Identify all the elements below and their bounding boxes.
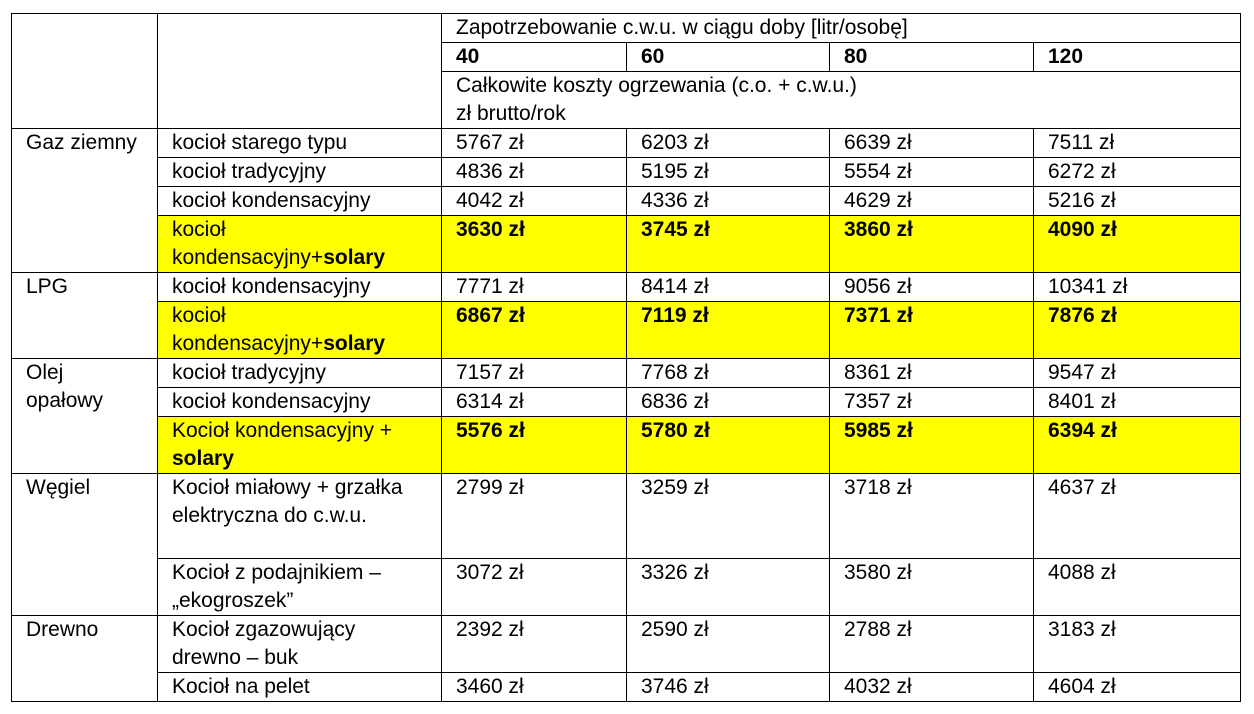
- cost-value: 4604 zł: [1034, 673, 1241, 702]
- cost-value: 3326 zł: [627, 559, 830, 616]
- cost-value: 3746 zł: [627, 673, 830, 702]
- cost-value: 4336 zł: [627, 187, 830, 216]
- boiler-type-label: Kocioł z podajnikiem – „ekogroszek”: [172, 561, 381, 612]
- boiler-type-cell: [158, 302, 442, 359]
- boiler-type-label-bold: solary: [323, 332, 386, 355]
- cost-value: 3183 zł: [1034, 616, 1241, 673]
- boiler-type-label: Kocioł zgazowujący drewno – buk: [172, 618, 356, 669]
- cost-value: 2392 zł: [442, 616, 627, 673]
- table-row: [12, 129, 1241, 158]
- level-header: 120: [1034, 43, 1241, 72]
- cost-value: 7357 zł: [830, 388, 1034, 417]
- boiler-type-cell: [158, 216, 442, 273]
- table-header: [12, 14, 1241, 129]
- table-row: [12, 216, 1241, 273]
- boiler-type-label: kocioł starego typu: [172, 131, 348, 154]
- fuel-group-name: LPG: [12, 273, 158, 359]
- cost-value: 6203 zł: [627, 129, 830, 158]
- boiler-type-cell: [158, 474, 442, 559]
- cost-value: 5985 zł: [830, 417, 1034, 474]
- cost-value: 9056 zł: [830, 273, 1034, 302]
- cost-value: 3745 zł: [627, 216, 830, 273]
- boiler-type-cell: [158, 673, 442, 702]
- table-row: [12, 559, 1241, 616]
- cost-value: 4042 zł: [442, 187, 627, 216]
- boiler-type-label: Kocioł miałowy + grzałka elektryczna do c.w.u.: [172, 476, 403, 527]
- cost-value: 7371 zł: [830, 302, 1034, 359]
- cost-value: 5780 zł: [627, 417, 830, 474]
- cost-value: 3460 zł: [442, 673, 627, 702]
- boiler-type-cell: [158, 616, 442, 673]
- cost-value: 8414 zł: [627, 273, 830, 302]
- cost-value: 3718 zł: [830, 474, 1034, 559]
- cost-value: 5195 zł: [627, 158, 830, 187]
- boiler-type-label: kocioł kondensacyjny: [172, 275, 371, 298]
- boiler-type-label-bold: solary: [172, 447, 234, 470]
- boiler-type-label: kocioł tradycyjny: [172, 361, 327, 384]
- table-row: [12, 273, 1241, 302]
- table-row: [12, 673, 1241, 702]
- table-row: [12, 474, 1241, 559]
- cost-value: 5767 zł: [442, 129, 627, 158]
- cost-value: 4090 zł: [1034, 216, 1241, 273]
- cost-value: 3580 zł: [830, 559, 1034, 616]
- cost-value: 2788 zł: [830, 616, 1034, 673]
- corner-empty-cell: [12, 14, 158, 129]
- boiler-type-label: kocioł kondensacyjny+: [172, 304, 324, 355]
- cost-value: 4629 zł: [830, 187, 1034, 216]
- fuel-group-name: Węgiel: [12, 474, 158, 616]
- cost-value: 7876 zł: [1034, 302, 1241, 359]
- cost-value: 7157 zł: [442, 359, 627, 388]
- cost-value: 9547 zł: [1034, 359, 1241, 388]
- cost-unit: zł brutto/rok: [456, 102, 566, 125]
- table-row: [12, 302, 1241, 359]
- fuel-group-name: Drewno: [12, 616, 158, 702]
- fuel-group-name: Olej opałowy: [12, 359, 158, 474]
- boiler-type-cell: [158, 273, 442, 302]
- cost-value: 3860 zł: [830, 216, 1034, 273]
- cost-value: 5554 zł: [830, 158, 1034, 187]
- boiler-type-cell: [158, 559, 442, 616]
- boiler-type-label: Kocioł kondensacyjny +: [172, 419, 393, 442]
- table-row: [12, 158, 1241, 187]
- boiler-type-cell: [158, 187, 442, 216]
- cost-value: 3259 zł: [627, 474, 830, 559]
- boiler-type-cell: [158, 417, 442, 474]
- cost-value: 4836 zł: [442, 158, 627, 187]
- cost-value: 4637 zł: [1034, 474, 1241, 559]
- boiler-type-label: Kocioł na pelet: [172, 675, 310, 698]
- table-row: [12, 388, 1241, 417]
- table-row: [12, 616, 1241, 673]
- corner-empty-cell-2: [158, 14, 442, 129]
- boiler-type-label: kocioł kondensacyjny: [172, 189, 371, 212]
- boiler-type-label: kocioł kondensacyjny: [172, 390, 371, 413]
- table-row: [12, 359, 1241, 388]
- cost-title-cell: [442, 72, 1241, 129]
- cost-value: 7768 zł: [627, 359, 830, 388]
- cost-value: 3630 zł: [442, 216, 627, 273]
- level-header: 80: [830, 43, 1034, 72]
- cost-value: 7119 zł: [627, 302, 830, 359]
- cost-value: 5576 zł: [442, 417, 627, 474]
- table-body: [12, 129, 1241, 702]
- boiler-type-cell: [158, 388, 442, 417]
- cost-title: Całkowite koszty ogrzewania (c.o. + c.w.u.): [456, 74, 857, 97]
- cost-value: 6272 zł: [1034, 158, 1241, 187]
- boiler-type-label: kocioł tradycyjny: [172, 160, 327, 183]
- cost-value: 8361 zł: [830, 359, 1034, 388]
- heating-cost-table: [11, 13, 1241, 702]
- cost-value: 7511 zł: [1034, 129, 1241, 158]
- cost-value: 7771 zł: [442, 273, 627, 302]
- boiler-type-label-bold: solary: [323, 246, 386, 269]
- table-row: [12, 417, 1241, 474]
- table-row: [12, 187, 1241, 216]
- level-header: 40: [442, 43, 627, 72]
- boiler-type-cell: [158, 129, 442, 158]
- cost-value: 6639 zł: [830, 129, 1034, 158]
- cost-value: 5216 zł: [1034, 187, 1241, 216]
- cost-value: 8401 zł: [1034, 388, 1241, 417]
- level-header: 60: [627, 43, 830, 72]
- cost-value: 10341 zł: [1034, 273, 1241, 302]
- boiler-type-cell: [158, 359, 442, 388]
- cost-value: 2799 zł: [442, 474, 627, 559]
- cost-value: 6836 zł: [627, 388, 830, 417]
- cost-value: 3072 zł: [442, 559, 627, 616]
- cost-value: 2590 zł: [627, 616, 830, 673]
- fuel-group-name: Gaz ziemny: [12, 129, 158, 273]
- cost-value: 6394 zł: [1034, 417, 1241, 474]
- cost-value: 4032 zł: [830, 673, 1034, 702]
- boiler-type-cell: [158, 158, 442, 187]
- cost-value: 6314 zł: [442, 388, 627, 417]
- demand-title: Zapotrzebowanie c.w.u. w ciągu doby [litr/osobę]: [442, 14, 1241, 43]
- boiler-type-label: kocioł kondensacyjny+: [172, 218, 324, 269]
- cost-value: 6867 zł: [442, 302, 627, 359]
- cost-value: 4088 zł: [1034, 559, 1241, 616]
